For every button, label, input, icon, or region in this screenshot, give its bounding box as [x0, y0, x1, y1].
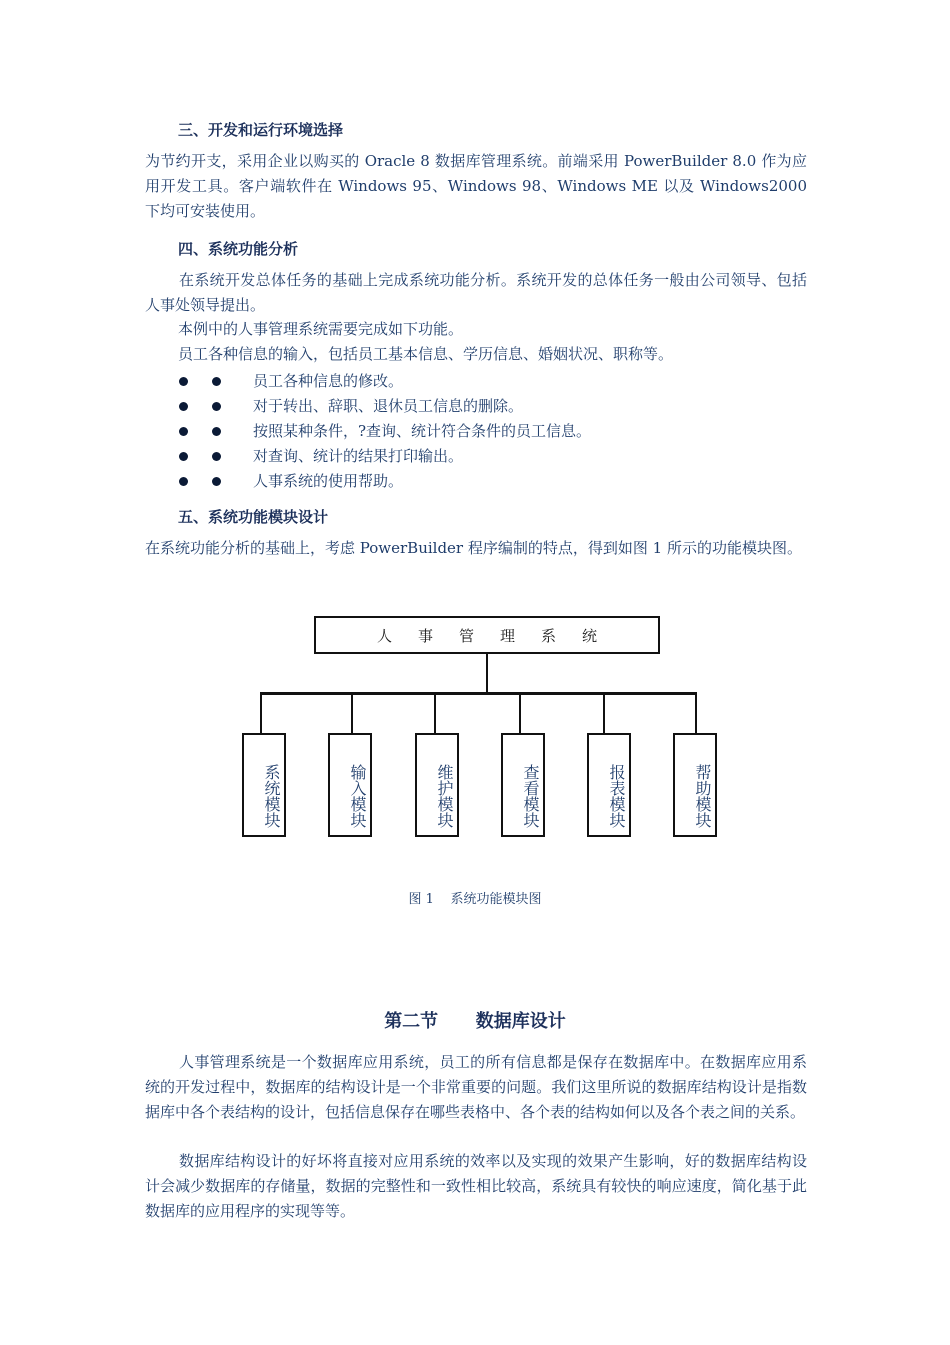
bullet-text: 对查询、统计的结果打印输出。 — [253, 447, 464, 465]
function-input-line: 员工各种信息的输入，包括员工基本信息、学历信息、婚姻状况、职称等。 — [178, 345, 674, 363]
connector-vertical-root — [486, 654, 488, 693]
bullet-dot-icon — [212, 452, 221, 461]
module-box-system — [242, 733, 286, 837]
figure-caption: 图 1 系统功能模块图 — [408, 892, 542, 907]
section-title: 第二节 数据库设计 — [384, 1011, 566, 1032]
paragraph-db-intro: 人事管理系统是一个数据库应用系统，员工的所有信息都是保存在数据库中。在数据库应用系统的开发过程中，数据库的结构设计是一个非常重要的问题。我们这里所说的数据库结构设计是指数据库中各个表结构的设计，包括信息保存在哪些表格中、各个表的结构如何以及各个表之间的关系。 — [145, 1053, 807, 1121]
connector-branch — [519, 692, 521, 734]
diagram-root-box: 人事管理系统 — [314, 616, 660, 654]
bullet-text: 人事系统的使用帮助。 — [253, 472, 404, 490]
heading-module-design: 五、系统功能模块设计 — [178, 508, 329, 526]
connector-branch — [260, 692, 262, 734]
module-label: 维护模块 — [435, 764, 454, 828]
bullet-text: 按照某种条件，?查询、统计符合条件的员工信息。 — [253, 422, 592, 440]
heading-function-analysis: 四、系统功能分析 — [178, 240, 299, 258]
module-label: 报表模块 — [607, 764, 626, 828]
bullet-dot-icon — [179, 427, 188, 436]
bullet-dot-icon — [179, 477, 188, 486]
paragraph-env: 为节约开支，采用企业以购买的 Oracle 8 数据库管理系统。前端采用 PowerBuilder 8.0 作为应用开发工具。客户端软件在 Windows 95、Windows 98、Windows ME 以及 Windows2000 下均可安装使用。 — [145, 152, 807, 220]
connector-branch — [603, 692, 605, 734]
bullet-text: 员工各种信息的修改。 — [253, 372, 404, 390]
bullet-dot-icon — [212, 377, 221, 386]
paragraph-function-analysis: 在系统开发总体任务的基础上完成系统功能分析。系统开发的总体任务一般由公司领导、包括人事处领导提出。 — [145, 271, 807, 314]
function-intro-line: 本例中的人事管理系统需要完成如下功能。 — [178, 320, 464, 338]
bullet-dot-icon — [179, 377, 188, 386]
module-box-help — [673, 733, 717, 837]
bullet-dot-icon — [212, 477, 221, 486]
module-label: 输入模块 — [348, 764, 367, 828]
paragraph-db-design: 数据库结构设计的好坏将直接对应用系统的效率以及实现的效果产生影响，好的数据库结构设计会减少数据库的存储量，数据的完整性和一致性相比较高，系统具有较快的响应速度，简化基于此数据库的应用程序的实现等等。 — [145, 1152, 807, 1220]
module-label: 帮助模块 — [693, 764, 712, 828]
heading-env: 三、开发和运行环境选择 — [178, 121, 344, 139]
module-box-report — [587, 733, 631, 837]
module-box-maintain — [415, 733, 459, 837]
module-label: 查看模块 — [521, 764, 540, 828]
connector-horizontal — [260, 692, 697, 695]
connector-branch — [695, 692, 697, 734]
bullet-text: 对于转出、辞职、退休员工信息的删除。 — [253, 397, 524, 415]
connector-branch — [434, 692, 436, 734]
module-box-input — [328, 733, 372, 837]
bullet-dot-icon — [179, 452, 188, 461]
bullet-dot-icon — [212, 427, 221, 436]
bullet-dot-icon — [179, 402, 188, 411]
module-label: 系统模块 — [262, 764, 281, 828]
module-box-view — [501, 733, 545, 837]
paragraph-module-design: 在系统功能分析的基础上，考虑 PowerBuilder 程序编制的特点，得到如图 1 所示的功能模块图。 — [145, 539, 802, 557]
bullet-dot-icon — [212, 402, 221, 411]
connector-branch — [351, 692, 353, 734]
